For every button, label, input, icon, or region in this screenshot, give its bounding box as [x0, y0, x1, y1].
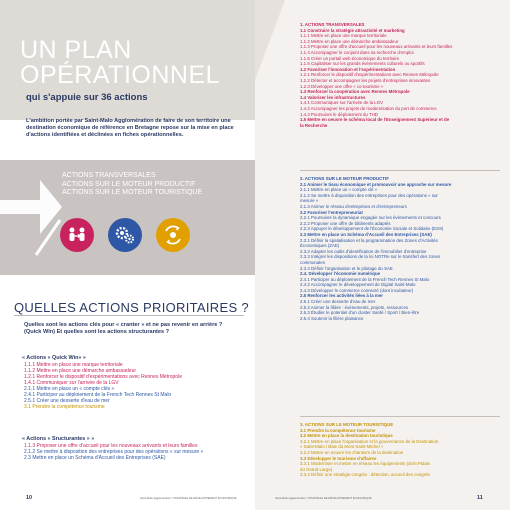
structurant-heading: « Actions « Sructurantes » » [22, 436, 95, 442]
priorities-question: Quelles sont les actions clés pour « cranter » et ne pas revenir en arrière ? (Quick Win) Et quelles sont les actions structurantes ? [24, 322, 223, 335]
gears-icon [108, 218, 142, 252]
action-item: 2.4.3 Développer le commerce connecté (dont incubateur) [300, 287, 414, 293]
section-touristique [300, 422, 505, 478]
action-heading: la Recherche [300, 122, 328, 128]
footer-left: Saint-Malo Agglomération / STRATÉGIE DE DÉVELOPPEMENT ÉCONOMIQUE [140, 497, 237, 500]
action-item: 2.2.2 Proposer une offre de bâtiments adaptés [300, 220, 391, 226]
action-item: 2.4.1 Participer au déploiement de la French Tech Rennes St Malo [300, 276, 430, 282]
action-item: 1.1.2 Mettre en place une démarche ambassadeur [300, 38, 399, 44]
decorative-shape [255, 0, 295, 300]
action-item: 2.5.2 Animer la filière : évènements, projets, ressources [300, 304, 409, 310]
sun-arrows-icon [156, 218, 190, 252]
action-item: 1.2.1 Renforcer le dispositif d'expérimentations avec Rennes Métropole [300, 72, 439, 78]
section-title: 1. ACTIONS TRANSVERSALES [300, 22, 365, 27]
section-transversal [300, 22, 505, 128]
action-item: Économiques (ZAE) [300, 243, 340, 249]
section-title: 3. ACTIONS SUR LE MOTEUR TOURISTIQUE [300, 422, 394, 427]
page-number-right: 11 [477, 495, 483, 501]
action-item: 1.2.3 Développer une offre « co-tourisme » [300, 83, 384, 89]
list-item: 1.1.1 Mettre en place une marque territoriale [24, 362, 123, 368]
footer-right: Saint-Malo Agglomération / STRATÉGIE DE DÉVELOPPEMENT ÉCONOMIQUE [275, 497, 372, 500]
page-title-line1: UN PLAN [20, 36, 132, 64]
action-item: du Grand Large) [300, 466, 333, 472]
action-heading: 2.4. Développer l'économie numérique [300, 271, 381, 277]
section-divider [300, 170, 500, 171]
list-item: 1.1.2 Mettre en place une démarche ambassadeur [24, 368, 137, 374]
action-item: 1.1.6 Capitaliser sur les grands évènements culturels ou sportifs [300, 61, 425, 67]
action-item: 1.1.1 Mettre en place une marque territoriale [300, 33, 387, 39]
action-item: 2.1.2 Se mettre à disposition des entreprises pour des opérations « sur [300, 192, 438, 198]
action-item: 2.5.4 Soutenir la filière plaisance [300, 315, 364, 321]
structurant-list [24, 443, 203, 461]
list-item: 2.1.2 Se mettre à disposition des entreprises pour des opérations « sur mesure » [24, 449, 204, 455]
action-item: 3.2.2 Mettre en oeuvre les chantiers de la destination [300, 449, 404, 455]
action-heading: 3.1 Prendre la compétence tourisme [300, 427, 376, 433]
axis-touristique: ACTIONS SUR LE MOTEUR TOURISTIQUE [62, 189, 203, 196]
action-item: 2.5.3 Étudier le potentiel d'un cluster Santé / Sport / Bien-être [300, 310, 420, 316]
list-item: 1.1.3 Proposer une offre d'accueil pour les nouveaux arrivants et leurs familles [24, 443, 198, 449]
section-divider [300, 416, 500, 417]
action-heading: 2.5 Renforcer les activités liées à la mer [300, 293, 383, 299]
action-heading: 2.1 Animer le tissu économique et promouvoir une approche sur mesure [300, 181, 452, 187]
action-item: 2.3.3 Intégrer les dispositions de la loi NOTRe sur le transfert des zones [300, 254, 441, 260]
list-item: 2.1.1 Mettre en place un « compte clés » [24, 386, 115, 392]
action-heading: 2.3 Mettre en place un Schéma d'Accueil des Entreprises (SAE) [300, 231, 432, 237]
section-title: 2. ACTIONS SUR LE MOTEUR PRODUCTIF [300, 176, 389, 181]
action-item: 2.2.1 Poursuivre la dynamique engagée sur les évènements et concours [300, 215, 441, 221]
priorities-heading: QUELLES ACTIONS PRIORITAIRES ? [14, 300, 249, 315]
action-heading: 1.5 Mettre en oeuvre le schéma local de l'Enseignement Supérieur et de [300, 117, 450, 123]
action-item: 1.1.4 Accompagner le conjoint dans sa recherche d'emploi [300, 49, 414, 55]
action-item: 1.2.2 Détecter et accompagner les projets d'entreprises innovantes [300, 77, 431, 83]
action-heading: 1.1 Construire la stratégie attractivité et marketing [300, 27, 405, 33]
action-item: 3.3.1 Moderniser et mettre en réseau les équipements (dont Palais [300, 461, 430, 467]
action-item: mesure » [300, 198, 319, 204]
axis-productif: ACTIONS SUR LE MOTEUR PRODUCTIF [62, 180, 196, 188]
intro-paragraph: L'ambition portée par Saint-Malo Agglomération de faire de son territoire une destination économique de référence en Bretagne repose sur la mise en place d'actions identifiées et déclinées en fiches opérationnelles. [26, 118, 234, 138]
action-item: 1.1.5 Créer un portail web économique du territoire [300, 55, 400, 61]
action-heading: 2.2 Favoriser l'entrepreneuriat [300, 209, 363, 215]
page-number-left: 10 [26, 495, 33, 501]
action-item: 2.3.2 Adapter les outils d'identification de l'immobilier d'entreprise [300, 248, 427, 254]
right-page [255, 0, 510, 510]
action-heading: 3.3 Développer le tourisme d'affaires [300, 455, 377, 461]
heading-divider [14, 315, 244, 316]
action-item: 2.5.1 Créer une desserte d'eau de mer [300, 299, 376, 305]
axes-list [62, 172, 202, 198]
action-heading: 3.2 Mettre en place la destination touristique [300, 433, 393, 439]
list-item: 1.4.1 Communiquer sur l'arrivée de la LGV [24, 380, 119, 386]
list-item: 1.2.1 Renforcer le dispositif d'expérimentations avec Rennes Métropole [24, 374, 182, 380]
action-item: 2.3.1 Définir la spatialisation et la programmation des Zones d'Activités [300, 237, 438, 243]
list-item: 2.3 Mettre en place un Schéma d'Accueil des Entreprises (SAE) [24, 455, 166, 461]
section-productif [300, 176, 505, 321]
action-item: 2.3.4 Définir l'organisation et le pilotage du SAE [300, 265, 393, 271]
page-title-line2: OPÉRATIONNEL [20, 61, 221, 89]
page-subtitle: qui s'appuie sur 36 actions [26, 92, 148, 103]
people-exchange-icon [60, 218, 94, 252]
action-item: 1.4.1 Communiquer sur l'arrivée de la LGV [300, 100, 384, 106]
action-heading: 1.2 Favoriser l'innovation et l'expérimentation [300, 66, 396, 72]
list-item: 3.1 Prendre la compétence tourisme [24, 404, 105, 410]
action-item: 2.1.3 Animer le réseau d'entreprises et d'entrepreneurs [300, 203, 407, 209]
action-item: 2.1.1 Mettre en place un « compte clé » [300, 187, 378, 193]
action-item: 2.4.2 Accompagner le développement de Digital Saint-Malo [300, 282, 416, 288]
action-heading: 1.3 Renforcer la coopération avec Rennes Métropole [300, 89, 410, 95]
list-item: 2.5.1 Créer une desserte d'eau de mer [24, 398, 110, 404]
axis-transversal: ACTIONS TRANSVERSALES [62, 172, 156, 179]
action-item: 3.2.1 Mettre en place l'organisation et la gouvernance de la Destination [300, 438, 439, 444]
action-item: 2.2.3 Appuyer le développement de l'Économie Sociale et Solidaire (ESS) [300, 226, 444, 232]
list-item: 2.4.1 Participer au déploiement de la French Tech Rennes St Malo [24, 392, 172, 398]
quickwin-list [24, 362, 182, 410]
quickwin-heading: « Actions « Quick Win» » [22, 355, 86, 361]
action-heading: 1.4 Valoriser les infrastructures [300, 94, 366, 100]
action-item: 1.1.3 Proposer une offre d'accueil pour les nouveaux arrivants et leurs familles [300, 44, 453, 50]
action-item: 3.3.2 Définir une stratégie congrès : détection, accueil des congrès [300, 472, 430, 478]
action-item: « Saint-Malo / Baie du Mont Saint-Michel » [300, 444, 384, 450]
action-item: 1.4.2 Accompagner les projets de modernisation du port de commerce [300, 105, 437, 111]
action-item: communales [300, 259, 325, 265]
action-item: 1.4.3 Poursuivre le déploiement du THD [300, 111, 379, 117]
